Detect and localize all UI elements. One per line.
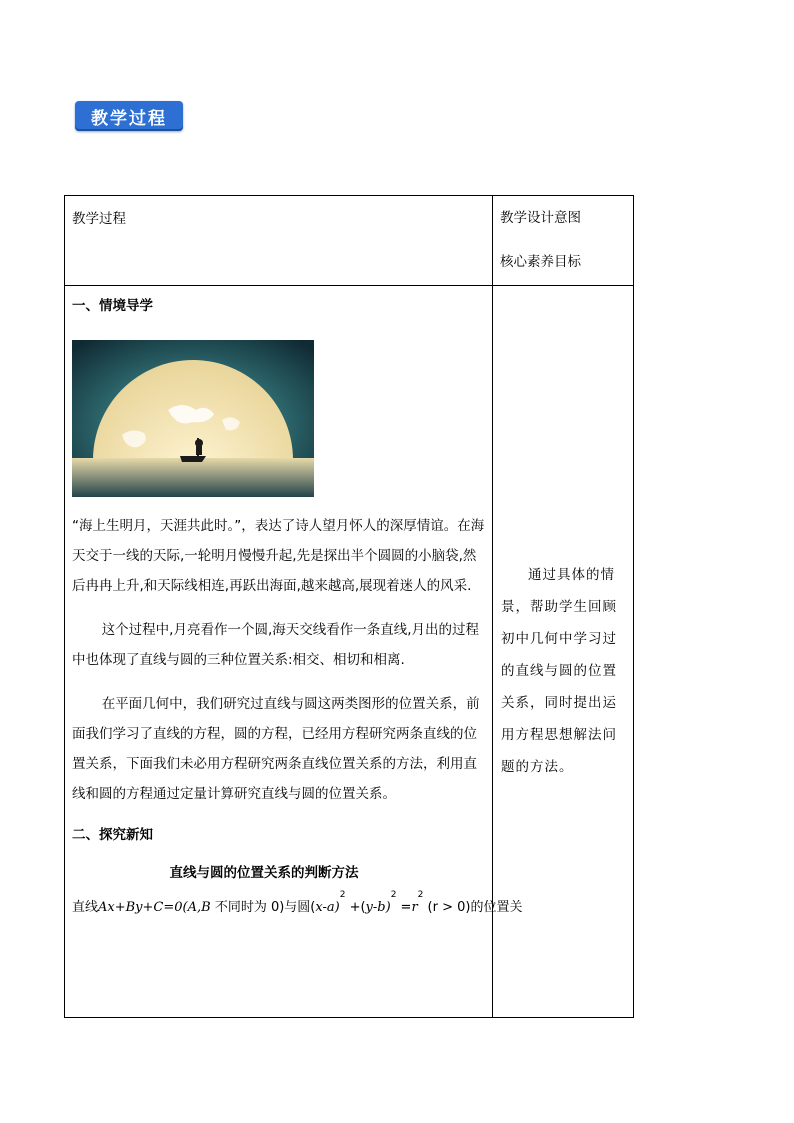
section-badge: 教学过程 [75, 101, 183, 131]
section2-subtitle: 直线与圆的位置关系的判断方法 [169, 865, 359, 881]
moon-sea-image [72, 340, 314, 497]
header-right-cell [493, 196, 634, 286]
design-intent-text: 通过具体的情景，帮助学生回顾初中几何中学习过的直线与圆的位置关系，同时提出运用方程思想解法问题的方法。 [501, 567, 617, 775]
section1-paragraph-2: 这个过程中,月亮看作一个圆,海天交线看作一条直线,月出的过程中也体现了直线与圆的三种位置关系:相交、相切和相离. [72, 622, 480, 668]
section1-paragraph-1: “海上生明月，天涯共此时。”，表达了诗人望月怀人的深厚情谊。在海天交于一线的天际,一轮明月慢慢升起,先是探出半个圆圆的小脑袋,然后冉冉上升,和天际线相连,再跃出海面,越来越高,展现着迷人的风采. [72, 518, 485, 594]
header-left-cell [65, 196, 493, 286]
header-right-label-1: 教学设计意图 [500, 210, 581, 226]
content-cell [65, 286, 523, 1018]
section1-paragraph-3: 在平面几何中，我们研究过直线与圆这两类图形的位置关系，前面我们学习了直线的方程，圆的方程，已经用方程研究两条直线的位置关系，下面我们未必用方程研究两条直线位置关系的方法，利用直线和圆的方程通过定量计算研究直线与圆的位置关系。 [72, 696, 480, 802]
header-right-label-2: 核心素养目标 [500, 254, 581, 270]
section2-title: 二、探究新知 [72, 827, 153, 843]
section1-title: 一、情境导学 [72, 298, 153, 314]
header-left-label: 教学过程 [72, 211, 126, 227]
line-circle-formula: 直线Ax+By+C=0(A,B 不同时为 0)与圆$(x-a)^2 +(y-b)^2 =r^2$ (r > 0)的位置关 [72, 890, 523, 915]
